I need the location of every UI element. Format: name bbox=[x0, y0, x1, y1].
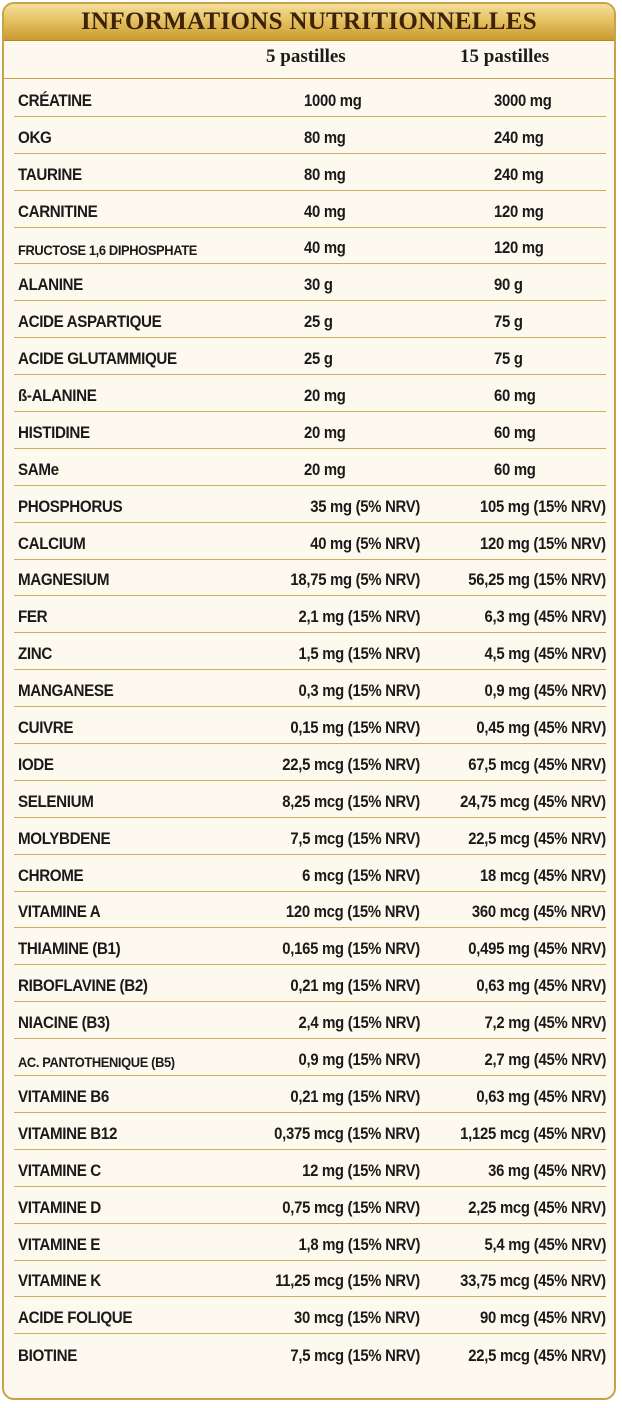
table-row bbox=[14, 1261, 606, 1298]
nutrient-name: ACIDE GLUTAMMIQUE bbox=[18, 350, 177, 369]
value-15-pastilles: 18 mcg (45% NRV) bbox=[480, 866, 606, 885]
table-row bbox=[14, 633, 606, 670]
nutrient-name: IODE bbox=[18, 755, 54, 774]
nutrient-name: MAGNESIUM bbox=[18, 571, 110, 590]
value-5-pastilles: 0,165 mg (15% NRV) bbox=[282, 940, 420, 959]
table-row bbox=[14, 486, 606, 523]
value-15-pastilles: 0,63 mg (45% NRV) bbox=[476, 977, 606, 996]
value-5-pastilles: 40 mg bbox=[304, 202, 346, 221]
nutrient-name: CALCIUM bbox=[18, 534, 86, 553]
table-row bbox=[14, 117, 606, 154]
table-row bbox=[14, 670, 606, 707]
table-row bbox=[14, 228, 606, 265]
table-row bbox=[14, 375, 606, 412]
value-5-pastilles: 2,4 mg (15% NRV) bbox=[298, 1014, 420, 1033]
value-15-pastilles: 90 g bbox=[494, 276, 523, 295]
nutrient-name: OKG bbox=[18, 128, 52, 147]
nutrient-name: ZINC bbox=[18, 645, 52, 664]
nutrient-name: CUIVRE bbox=[18, 719, 74, 738]
nutrient-name: VITAMINE C bbox=[18, 1161, 101, 1180]
table-row bbox=[14, 1297, 606, 1334]
value-15-pastilles: 2,25 mcg (45% NRV) bbox=[468, 1198, 606, 1217]
title-banner bbox=[4, 4, 614, 41]
value-5-pastilles: 20 mg bbox=[304, 387, 346, 406]
value-5-pastilles: 0,21 mg (15% NRV) bbox=[290, 977, 420, 996]
nutrient-name: FER bbox=[18, 608, 48, 627]
value-5-pastilles: 1,8 mg (15% NRV) bbox=[298, 1235, 420, 1254]
value-15-pastilles: 90 mcg (45% NRV) bbox=[480, 1309, 606, 1328]
nutrition-panel bbox=[2, 2, 616, 1400]
value-5-pastilles: 0,75 mcg (15% NRV) bbox=[282, 1198, 420, 1217]
value-5-pastilles: 0,21 mg (15% NRV) bbox=[290, 1087, 420, 1106]
column-header-15-pastilles: 15 pastilles bbox=[460, 46, 550, 67]
nutrient-name: THIAMINE (B1) bbox=[18, 940, 121, 959]
table-row bbox=[14, 1224, 606, 1261]
nutrient-name: VITAMINE A bbox=[18, 903, 101, 922]
value-15-pastilles: 6,3 mg (45% NRV) bbox=[484, 608, 606, 627]
table-row bbox=[14, 412, 606, 449]
value-15-pastilles: 120 mg bbox=[494, 239, 544, 258]
value-15-pastilles: 0,495 mg (45% NRV) bbox=[468, 940, 606, 959]
nutrient-name: MANGANESE bbox=[18, 682, 114, 701]
value-15-pastilles: 120 mg (15% NRV) bbox=[480, 534, 606, 553]
value-15-pastilles: 60 mg bbox=[494, 460, 536, 479]
table-row bbox=[14, 596, 606, 633]
nutrient-name: AC. PANTOTHENIQUE (B5) bbox=[18, 1054, 175, 1071]
value-5-pastilles: 6 mcg (15% NRV) bbox=[302, 866, 420, 885]
nutrient-name: TAURINE bbox=[18, 165, 82, 184]
value-5-pastilles: 11,25 mcg (15% NRV) bbox=[275, 1272, 420, 1291]
table-row bbox=[14, 560, 606, 597]
value-5-pastilles: 7,5 mcg (15% NRV) bbox=[290, 829, 420, 848]
value-5-pastilles: 2,1 mg (15% NRV) bbox=[298, 608, 420, 627]
nutrient-name: SAMe bbox=[18, 460, 59, 479]
value-5-pastilles: 18,75 mg (5% NRV) bbox=[290, 571, 420, 590]
table-row bbox=[14, 523, 606, 560]
table-row bbox=[14, 301, 606, 338]
column-header-5-pastilles: 5 pastilles bbox=[266, 46, 346, 67]
table-row bbox=[14, 1150, 606, 1187]
value-15-pastilles: 360 mcg (45% NRV) bbox=[472, 903, 606, 922]
nutrient-name: VITAMINE B12 bbox=[18, 1124, 118, 1143]
nutrient-name: ALANINE bbox=[18, 276, 83, 295]
table-row bbox=[14, 707, 606, 744]
table-row bbox=[14, 781, 606, 818]
nutrient-name: MOLYBDENE bbox=[18, 829, 111, 848]
table-row bbox=[14, 1002, 606, 1039]
value-5-pastilles: 80 mg bbox=[304, 128, 346, 147]
nutrient-name: ß-ALANINE bbox=[18, 387, 97, 406]
value-15-pastilles: 33,75 mcg (45% NRV) bbox=[460, 1272, 606, 1291]
value-15-pastilles: 22,5 mcg (45% NRV) bbox=[468, 1347, 606, 1366]
value-5-pastilles: 1000 mg bbox=[304, 91, 362, 110]
nutrient-name: CARNITINE bbox=[18, 202, 98, 221]
value-15-pastilles: 56,25 mg (15% NRV) bbox=[468, 571, 606, 590]
value-5-pastilles: 0,15 mg (15% NRV) bbox=[290, 719, 420, 738]
nutrient-name: RIBOFLAVINE (B2) bbox=[18, 977, 148, 996]
nutrient-name: ACIDE FOLIQUE bbox=[18, 1309, 133, 1328]
value-15-pastilles: 67,5 mcg (45% NRV) bbox=[468, 755, 606, 774]
nutrient-name: NIACINE (B3) bbox=[18, 1014, 110, 1033]
table-row bbox=[14, 892, 606, 929]
value-15-pastilles: 240 mg bbox=[494, 165, 544, 184]
table-row bbox=[14, 1187, 606, 1224]
value-5-pastilles: 40 mg bbox=[304, 239, 346, 258]
value-15-pastilles: 22,5 mcg (45% NRV) bbox=[468, 829, 606, 848]
column-header-row bbox=[4, 40, 614, 79]
value-5-pastilles: 120 mcg (15% NRV) bbox=[286, 903, 420, 922]
table-row bbox=[14, 154, 606, 191]
value-5-pastilles: 0,3 mg (15% NRV) bbox=[298, 682, 420, 701]
nutrient-name: BIOTINE bbox=[18, 1347, 77, 1366]
table-row bbox=[14, 855, 606, 892]
table-row bbox=[14, 818, 606, 855]
table-row bbox=[14, 1334, 606, 1371]
value-5-pastilles: 20 mg bbox=[304, 460, 346, 479]
value-5-pastilles: 22,5 mcg (15% NRV) bbox=[282, 755, 420, 774]
value-5-pastilles: 25 g bbox=[304, 313, 333, 332]
value-15-pastilles: 120 mg bbox=[494, 202, 544, 221]
value-5-pastilles: 40 mg (5% NRV) bbox=[310, 534, 420, 553]
table-row bbox=[14, 1039, 606, 1076]
nutrient-name: FRUCTOSE 1,6 DIPHOSPHATE bbox=[18, 242, 197, 259]
table-row bbox=[14, 744, 606, 781]
page-title: INFORMATIONS NUTRITIONNELLES bbox=[81, 8, 537, 35]
value-15-pastilles: 0,63 mg (45% NRV) bbox=[476, 1087, 606, 1106]
value-15-pastilles: 0,45 mg (45% NRV) bbox=[476, 719, 606, 738]
value-15-pastilles: 5,4 mg (45% NRV) bbox=[484, 1235, 606, 1254]
nutrient-name: VITAMINE B6 bbox=[18, 1087, 109, 1106]
table-row bbox=[14, 449, 606, 486]
nutrient-name: CHROME bbox=[18, 866, 84, 885]
nutrient-name: SELENIUM bbox=[18, 792, 94, 811]
value-15-pastilles: 75 g bbox=[494, 350, 523, 369]
table-row bbox=[14, 264, 606, 301]
nutrient-name: PHOSPHORUS bbox=[18, 497, 123, 516]
value-15-pastilles: 105 mg (15% NRV) bbox=[480, 497, 606, 516]
nutrition-table-body bbox=[4, 80, 614, 1371]
value-15-pastilles: 2,7 mg (45% NRV) bbox=[484, 1051, 606, 1070]
nutrient-name: HISTIDINE bbox=[18, 423, 90, 442]
value-5-pastilles: 35 mg (5% NRV) bbox=[310, 497, 420, 516]
value-5-pastilles: 80 mg bbox=[304, 165, 346, 184]
nutrient-name: VITAMINE K bbox=[18, 1272, 101, 1291]
table-row bbox=[14, 928, 606, 965]
value-5-pastilles: 1,5 mg (15% NRV) bbox=[298, 645, 420, 664]
value-15-pastilles: 7,2 mg (45% NRV) bbox=[484, 1014, 606, 1033]
value-5-pastilles: 30 g bbox=[304, 276, 333, 295]
value-15-pastilles: 1,125 mcg (45% NRV) bbox=[460, 1124, 606, 1143]
table-row bbox=[14, 338, 606, 375]
value-5-pastilles: 20 mg bbox=[304, 423, 346, 442]
value-15-pastilles: 0,9 mg (45% NRV) bbox=[484, 682, 606, 701]
nutrient-name: VITAMINE E bbox=[18, 1235, 101, 1254]
value-5-pastilles: 30 mcg (15% NRV) bbox=[294, 1309, 420, 1328]
value-15-pastilles: 60 mg bbox=[494, 387, 536, 406]
value-5-pastilles: 25 g bbox=[304, 350, 333, 369]
value-15-pastilles: 24,75 mcg (45% NRV) bbox=[460, 792, 606, 811]
table-row bbox=[14, 80, 606, 117]
value-5-pastilles: 0,375 mcg (15% NRV) bbox=[274, 1124, 420, 1143]
value-15-pastilles: 60 mg bbox=[494, 423, 536, 442]
table-row bbox=[14, 191, 606, 228]
value-5-pastilles: 7,5 mcg (15% NRV) bbox=[290, 1347, 420, 1366]
value-15-pastilles: 36 mg (45% NRV) bbox=[488, 1161, 606, 1180]
nutrient-name: CRÉATINE bbox=[18, 91, 92, 110]
value-15-pastilles: 3000 mg bbox=[494, 91, 552, 110]
nutrient-name: VITAMINE D bbox=[18, 1198, 101, 1217]
value-5-pastilles: 8,25 mcg (15% NRV) bbox=[282, 792, 420, 811]
nutrient-name: ACIDE ASPARTIQUE bbox=[18, 313, 162, 332]
value-5-pastilles: 0,9 mg (15% NRV) bbox=[298, 1051, 420, 1070]
table-row bbox=[14, 965, 606, 1002]
value-15-pastilles: 4,5 mg (45% NRV) bbox=[484, 645, 606, 664]
table-row bbox=[14, 1113, 606, 1150]
value-5-pastilles: 12 mg (15% NRV) bbox=[302, 1161, 420, 1180]
table-row bbox=[14, 1076, 606, 1113]
value-15-pastilles: 240 mg bbox=[494, 128, 544, 147]
value-15-pastilles: 75 g bbox=[494, 313, 523, 332]
